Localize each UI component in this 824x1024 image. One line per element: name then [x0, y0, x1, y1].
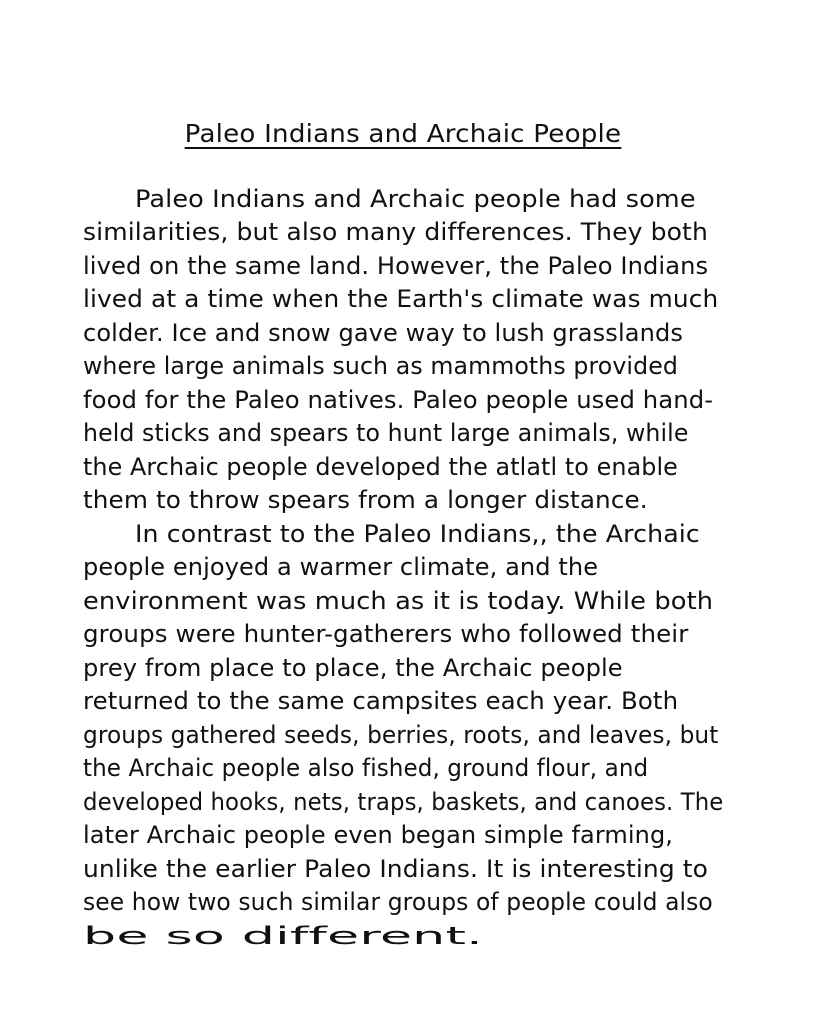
text-line: see how two such similar groups of people could also [83, 888, 713, 916]
text-line: held sticks and spears to hunt large animals, while [83, 419, 689, 447]
text-line: them to throw spears from a longer distance. [83, 486, 648, 514]
text-line: unlike the earlier Paleo Indians. It is interesting to [83, 855, 708, 883]
document-body [0, 185, 768, 950]
text-line: prey from place to place, the Archaic people [83, 654, 623, 682]
text-line: lived on the same land. However, the Paleo Indians [83, 252, 709, 280]
text-line-partial: be so different. [83, 922, 483, 950]
text-line: the Archaic people developed the atlatl to enable [83, 453, 678, 481]
text-line: lived at a time when the Earth's climate was much [83, 285, 719, 313]
text-line: Paleo Indians and Archaic people had some [135, 185, 696, 213]
text-line: colder. Ice and snow gave way to lush grasslands [83, 319, 683, 347]
text-line: returned to the same campsites each year. Both [83, 687, 679, 715]
document-title: Paleo Indians and Archaic People [184, 119, 622, 148]
text-line: where large animals such as mammoths provided [83, 352, 678, 380]
text-line: groups were hunter-gatherers who followed their [83, 620, 689, 648]
text-line: food for the Paleo natives. Paleo people used hand- [83, 386, 714, 414]
text-line: later Archaic people even began simple farming, [83, 821, 674, 849]
text-line: groups gathered seeds, berries, roots, and leaves, but [83, 721, 719, 749]
text-line: similarities, but also many differences. They both [83, 218, 708, 246]
text-line: In contrast to the Paleo Indians,, the Archaic [135, 520, 700, 548]
text-line: developed hooks, nets, traps, baskets, and canoes. The [83, 788, 724, 816]
text-line: people enjoyed a warmer climate, and the [83, 553, 599, 581]
text-line: environment was much as it is today. While both [83, 587, 714, 615]
text-line: the Archaic people also fished, ground flour, and [83, 754, 649, 782]
